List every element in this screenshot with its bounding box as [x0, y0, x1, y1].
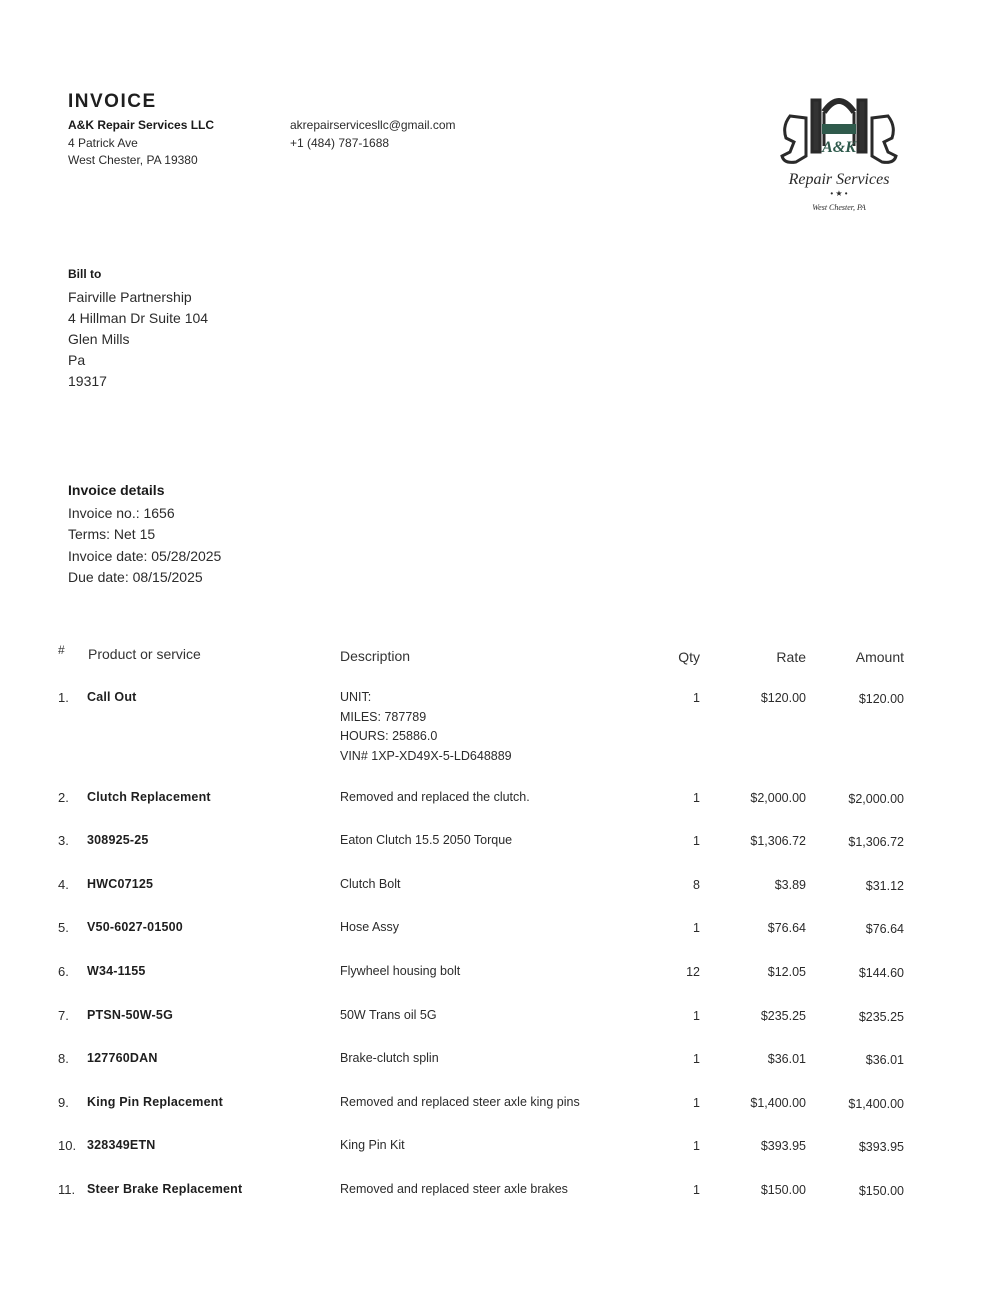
- row-number: 6.: [58, 964, 69, 979]
- row-amount: $2,000.00: [848, 792, 904, 806]
- row-qty: 1: [693, 691, 700, 705]
- row-product: V50-6027-01500: [87, 920, 183, 934]
- row-product: King Pin Replacement: [87, 1095, 223, 1109]
- row-product: W34-1155: [87, 964, 146, 978]
- row-description-line: HOURS: 25886.0: [340, 729, 438, 743]
- invoice-terms: Terms: Net 15: [68, 526, 156, 542]
- company-email: akrepairservicesllc@gmail.com: [290, 118, 456, 132]
- row-amount: $144.60: [858, 966, 904, 980]
- row-qty: 1: [693, 791, 700, 805]
- row-description-line: Clutch Bolt: [340, 877, 401, 891]
- row-product: Call Out: [87, 690, 137, 704]
- row-product: PTSN-50W-5G: [87, 1008, 173, 1022]
- row-rate: $235.25: [760, 1009, 806, 1023]
- row-qty: 1: [693, 921, 700, 935]
- invoice-details-label: Invoice details: [68, 482, 165, 498]
- company-contact: [290, 117, 456, 152]
- row-number: 1.: [58, 690, 69, 705]
- company-phone: +1 (484) 787-1688: [290, 135, 390, 150]
- row-number: 9.: [58, 1095, 69, 1110]
- bill-to-line: Glen Mills: [68, 331, 130, 347]
- row-qty: 1: [693, 1096, 700, 1110]
- row-rate: $12.05: [767, 965, 806, 979]
- row-number: 2.: [58, 790, 69, 805]
- row-description-line: Removed and replaced steer axle king pins: [340, 1095, 580, 1109]
- bar-icon: [822, 124, 856, 134]
- row-amount: $393.95: [858, 1140, 904, 1154]
- row-qty: 8: [693, 878, 700, 892]
- company-name: A&K Repair Services LLC: [68, 118, 215, 132]
- row-description-line: Eaton Clutch 15.5 2050 Torque: [340, 833, 513, 847]
- row-description-line: 50W Trans oil 5G: [340, 1008, 437, 1022]
- col-header-product: Product or service: [88, 646, 201, 662]
- row-number: 7.: [58, 1008, 69, 1023]
- bill-to-line: Pa: [68, 352, 86, 368]
- row-number: 11.: [58, 1182, 76, 1197]
- row-qty: 1: [693, 1183, 700, 1197]
- company-address: [68, 117, 214, 170]
- row-amount: $150.00: [858, 1184, 904, 1198]
- logo-script-text: Repair Services: [788, 171, 890, 188]
- row-description-line: King Pin Kit: [340, 1138, 405, 1152]
- row-description: [340, 1180, 568, 1200]
- row-description-line: Flywheel housing bolt: [340, 964, 461, 978]
- row-description: [340, 1006, 437, 1026]
- row-number: 10.: [58, 1138, 77, 1153]
- row-amount: $76.64: [865, 922, 904, 936]
- row-description: [340, 875, 400, 895]
- row-description: [340, 788, 530, 808]
- row-rate: $36.01: [767, 1052, 806, 1066]
- invoice-details: [68, 480, 221, 589]
- row-product: 308925-25: [87, 833, 149, 847]
- row-description-line: MILES: 787789: [340, 709, 427, 724]
- company-logo: [772, 86, 906, 220]
- row-amount: $31.12: [865, 879, 904, 893]
- bill-to-line: Fairville Partnership: [68, 289, 192, 305]
- col-header-num: #: [58, 643, 65, 657]
- row-description: [340, 1049, 439, 1069]
- row-number: 5.: [58, 920, 69, 935]
- row-description: [340, 1136, 405, 1156]
- row-product: Steer Brake Replacement: [87, 1182, 243, 1196]
- row-number: 3.: [58, 833, 69, 848]
- row-amount: $36.01: [865, 1053, 904, 1067]
- row-description-line: Brake-clutch splin: [340, 1051, 439, 1065]
- row-description: [340, 831, 512, 851]
- row-product: HWC07125: [87, 877, 154, 891]
- row-qty: 1: [693, 834, 700, 848]
- row-rate: $76.64: [767, 921, 806, 935]
- row-amount: $1,306.72: [848, 835, 904, 849]
- logo-main-text: A&K: [822, 139, 856, 156]
- row-rate: $393.95: [760, 1139, 806, 1153]
- row-rate: $120.00: [760, 691, 806, 705]
- row-description: [340, 688, 512, 766]
- row-description-line: VIN# 1XP-XD49X-5-LD648889: [340, 748, 512, 763]
- star-icon: • ★ •: [830, 189, 848, 198]
- col-header-rate: Rate: [776, 649, 806, 665]
- bill-to-line: 4 Hillman Dr Suite 104: [68, 310, 209, 326]
- invoice-title: INVOICE: [68, 91, 157, 112]
- row-amount: $235.25: [858, 1010, 904, 1024]
- row-description-line: Hose Assy: [340, 920, 400, 934]
- row-product: Clutch Replacement: [87, 790, 211, 804]
- row-qty: 1: [693, 1139, 700, 1153]
- row-description: [340, 962, 460, 982]
- row-qty: 1: [693, 1052, 700, 1066]
- row-description: [340, 1093, 580, 1113]
- company-street: 4 Patrick Ave: [68, 135, 138, 150]
- bill-to-line: 19317: [68, 373, 107, 389]
- col-header-description: Description: [340, 648, 411, 664]
- row-number: 8.: [58, 1051, 69, 1066]
- row-qty: 12: [686, 965, 700, 979]
- row-rate: $150.00: [760, 1183, 806, 1197]
- invoice-date: Invoice date: 05/28/2025: [68, 547, 222, 564]
- row-rate: $2,000.00: [750, 791, 806, 805]
- row-amount: $1,400.00: [848, 1097, 904, 1111]
- bill-to: [68, 264, 208, 392]
- row-rate: $1,400.00: [750, 1096, 806, 1110]
- row-qty: 1: [693, 1009, 700, 1023]
- row-description-line: UNIT:: [340, 690, 372, 704]
- row-description-line: Removed and replaced steer axle brakes: [340, 1182, 568, 1196]
- row-rate: $1,306.72: [750, 834, 806, 848]
- row-description-line: Removed and replaced the clutch.: [340, 790, 530, 804]
- due-date: Due date: 08/15/2025: [68, 569, 203, 585]
- col-header-amount: Amount: [855, 649, 904, 665]
- company-city: West Chester, PA 19380: [68, 153, 198, 167]
- bill-to-label: Bill to: [68, 267, 102, 281]
- logo-sub-text: West Chester, PA: [812, 203, 866, 212]
- row-number: 4.: [58, 877, 69, 892]
- invoice-number: Invoice no.: 1656: [68, 504, 175, 521]
- col-header-qty: Qty: [678, 649, 700, 665]
- row-product: 328349ETN: [87, 1138, 156, 1152]
- row-amount: $120.00: [858, 692, 904, 706]
- row-rate: $3.89: [774, 878, 806, 892]
- row-description: [340, 918, 399, 938]
- row-product: 127760DAN: [87, 1051, 158, 1065]
